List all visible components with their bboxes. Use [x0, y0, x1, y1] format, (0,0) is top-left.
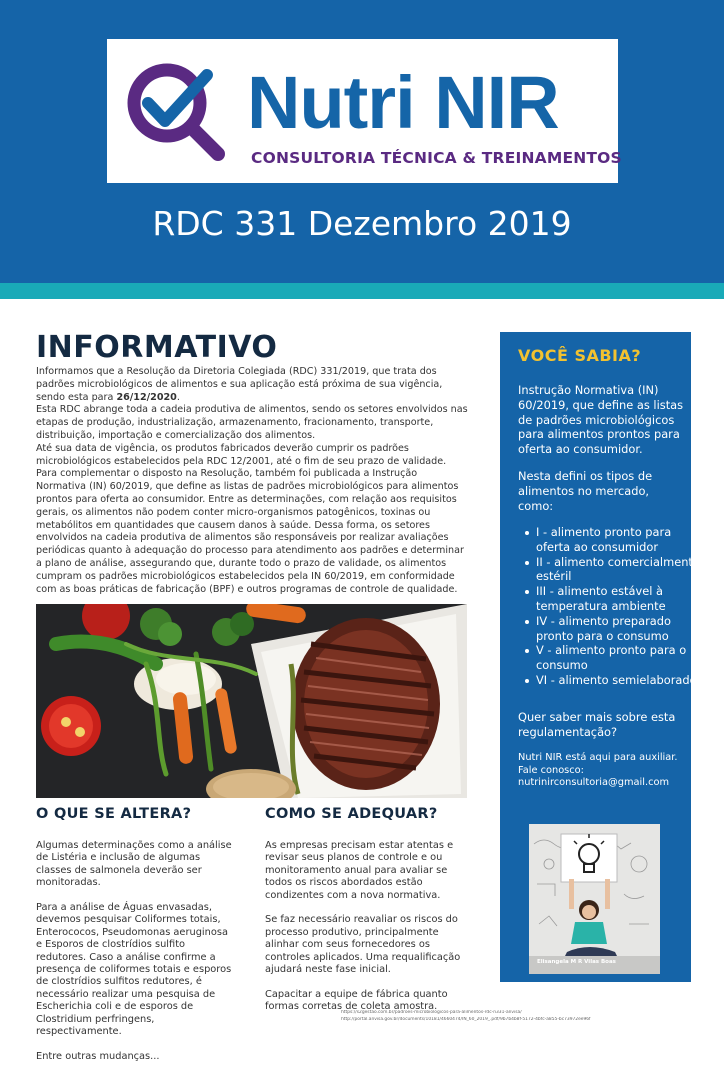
- adequar-paragraph-3: Capacitar a equipe de fábrica quanto formas corretas de coleta amostra.: [265, 988, 448, 1013]
- adequar-paragraph-1: As empresas precisam estar atentas e revisar seus planos de controle e ou monitoramento anual para avaliar se todos os riscos abordados estão condizentes com a nova normativa.: [265, 840, 454, 901]
- consultant-illustration: [529, 824, 660, 974]
- list-item: IV - alimento preparado pronto para o consumo: [536, 614, 706, 644]
- list-item: II - alimento comercialmente estéril: [536, 555, 706, 585]
- altera-paragraph-1: Algumas determinações como a análise de Listéria e inclusão de algumas classes de salmonela deverão ser monitoradas.: [36, 840, 232, 889]
- list-item: VI - alimento semielaborado: [536, 673, 706, 688]
- list-item: I - alimento pronto para oferta ao consumidor: [536, 525, 706, 555]
- informativo-body: [36, 366, 468, 596]
- source-link-2[interactable]: http://portal.anvisa.gov.br/documents/10181/4660474/IN_60_2019_.pdf/9b7b4b8f-5172-4bfc-a855-bc73972ee96f: [341, 1017, 591, 1022]
- adequar-heading: COMO SE ADEQUAR?: [265, 806, 438, 822]
- logo: [107, 39, 622, 183]
- sidebar-question: Quer saber mais sobre esta regulamentação?: [518, 710, 676, 739]
- contact-email[interactable]: nutrinirconsultoria@gmail.com: [518, 777, 670, 789]
- altera-body: [36, 840, 236, 1076]
- document-title: RDC 331 Dezembro 2019: [152, 204, 572, 243]
- adequar-paragraph-2: Se faz necessário reavaliar os riscos do processo produtivo, principalmente alinhar com seus fornecedores os controles aplicados. Uma requalificação ajudará neste fase inicial.: [265, 914, 461, 976]
- accent-bar: [0, 283, 724, 299]
- informativo-paragraph-1: Informamos que a Resolução da Diretoria Colegiada (RDC) 331/2019, que trata dos padrões microbiológicos de alimentos e sua aplicação está próxima de sua vigência, sendo esta para 26/12/2020.: [36, 366, 443, 403]
- source-link-1[interactable]: https://s2gestao.com.br/padroes-microbiologicos-para-alimentos-rdc-n331-anvisa/: [341, 1010, 522, 1015]
- magnifier-check-icon: [121, 57, 241, 169]
- photo-caption: Elisangela M R Vilas Boas: [537, 959, 616, 965]
- sidebar-voce-sabia: [500, 332, 700, 982]
- sidebar-title: VOCÊ SABIA?: [518, 346, 642, 365]
- altera-paragraph-2: Para a análise de Águas envasadas, devemos pesquisar Coliformes totais, Enterococos, Pseudomonas aeruginosa e Esporos de clostrídios sulfito redutores. Caso a análise confirme a presença de coliformes totais e esporos de clostrídios sulfitos redutores, é necessário realizar uma pesquisa de Escherichia coli e de esporos de Clostridium perfringens, respectivamente.: [36, 902, 232, 1038]
- logo-subtitle: CONSULTORIA TÉCNICA & TREINAMENTOS: [251, 149, 622, 167]
- sidebar-types-intro: Nesta defini os tipos de alimentos no mercado, como:: [518, 469, 653, 513]
- list-item: III - alimento estável à temperatura ambiente: [536, 584, 706, 614]
- informativo-paragraph-3: Até sua data de vigência, os produtos fabricados deverão cumprir os padrões microbiológicos estabelecidos pela RDC 12/2001, até o fim de seu prazo de validade. Para complementar o disposto na Resolução, também foi publicada a Instrução Normativa (IN) 60/2019, que define as listas de padrões microbiológicos para alimentos prontos para oferta ao consumidor. Entre as determinações, com relação aos requisitos gerais, os alimentos não podem conter micro-organismos patogênicos, toxinas ou metabólitos em quantidades que causem danos à saúde. Dessa forma, os setores envolvidos na cadeia produtiva de alimentos são responsáveis por realizar avaliações periódicas quanto à adequação do processo para atendimento aos padrões e determinar a plano de análise, assegurando que, durante todo o prazo de validade, os alimentos cumpram os padrões microbiológicos estabelecidos pela IN 60/2019, em conformidade com as boas práticas de fabricação (BPF) e outros programas de controle de qualidade.: [36, 442, 464, 595]
- header-banner: [0, 0, 724, 283]
- altera-paragraph-3: Entre outras mudanças...: [36, 1050, 160, 1062]
- list-item: V - alimento pronto para o consumo: [536, 643, 706, 673]
- food-photo: [36, 604, 467, 798]
- sidebar-intro: Instrução Normativa (IN) 60/2019, que define as listas de padrões microbiológicos para alimentos prontos para oferta ao consumidor.: [518, 383, 684, 457]
- logo-title: Nutri NIR: [247, 61, 559, 144]
- sidebar-contact: Nutri NIR está aqui para auxiliar. Fale conosco: nutrinirconsultoria@gmail.com: [518, 752, 688, 790]
- adequar-body: [265, 840, 465, 1026]
- food-types-list: [518, 525, 706, 688]
- informativo-paragraph-2: Esta RDC abrange toda a cadeia produtiva de alimentos, sendo os setores envolvidos nas etapas de produção, industrialização, armazenamento, fracionamento, transporte, distribuição, importação e comercialização dos alimentos.: [36, 404, 468, 441]
- informativo-heading: INFORMATIVO: [36, 330, 278, 365]
- consultant-photo: [529, 824, 660, 974]
- effective-date: 26/12/2020: [116, 391, 177, 403]
- altera-heading: O QUE SE ALTERA?: [36, 806, 192, 822]
